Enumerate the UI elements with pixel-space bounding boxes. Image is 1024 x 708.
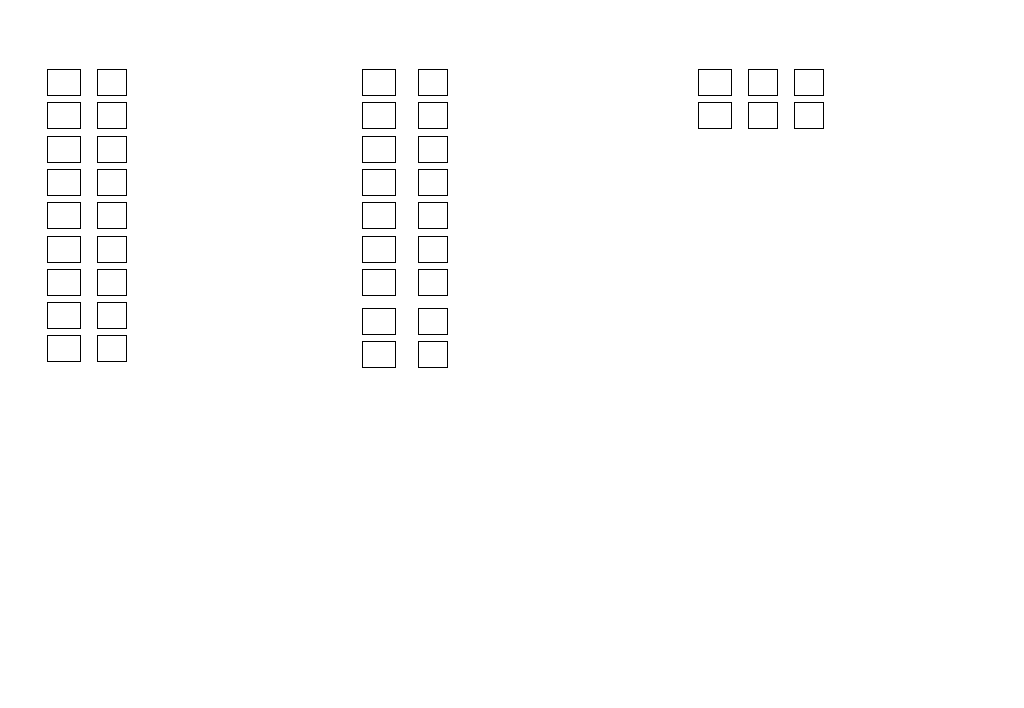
ctrl-key xyxy=(698,69,732,96)
modifier-key xyxy=(418,169,448,196)
ctrl-key xyxy=(47,136,81,163)
ctrl-key xyxy=(362,269,396,296)
ctrl-key xyxy=(362,169,396,196)
ctrl-key xyxy=(698,102,732,129)
modifier-key xyxy=(748,69,778,96)
ctrl-key xyxy=(362,102,396,129)
ctrl-key xyxy=(47,202,81,229)
shortcut-row xyxy=(47,136,133,163)
shortcut-row xyxy=(362,341,454,368)
shortcut-row xyxy=(362,169,454,196)
ctrl-key xyxy=(47,269,81,296)
shortcut-row xyxy=(698,102,834,129)
shortcut-row xyxy=(47,335,133,362)
shortcut-row xyxy=(47,169,133,196)
ctrl-key xyxy=(362,69,396,96)
shortcut-row xyxy=(47,202,133,229)
ctrl-key xyxy=(362,202,396,229)
letter-key xyxy=(97,202,127,229)
modifier-key xyxy=(418,102,448,129)
shortcut-row xyxy=(362,202,454,229)
letter-key xyxy=(97,335,127,362)
modifier-key xyxy=(748,102,778,129)
ctrl-key xyxy=(47,169,81,196)
shortcut-row xyxy=(362,236,454,263)
letter-key xyxy=(97,102,127,129)
letter-key xyxy=(97,136,127,163)
shortcut-row xyxy=(47,269,133,296)
ctrl-key xyxy=(362,236,396,263)
letter-key xyxy=(97,236,127,263)
modifier-key xyxy=(418,341,448,368)
shortcut-row xyxy=(47,69,133,96)
ctrl-key xyxy=(362,308,396,335)
ctrl-key xyxy=(47,302,81,329)
modifier-key xyxy=(418,269,448,296)
shortcut-row xyxy=(362,102,454,129)
shortcut-row xyxy=(698,69,834,96)
modifier-key xyxy=(418,202,448,229)
modifier-key xyxy=(794,102,824,129)
letter-key xyxy=(97,269,127,296)
modifier-key xyxy=(794,69,824,96)
ctrl-key xyxy=(362,341,396,368)
shortcut-row xyxy=(47,236,133,263)
modifier-key xyxy=(418,308,448,335)
modifier-key xyxy=(418,69,448,96)
shortcut-row xyxy=(362,269,454,296)
shortcut-row xyxy=(47,102,133,129)
ctrl-key xyxy=(47,335,81,362)
shortcut-row xyxy=(362,69,454,96)
modifier-key xyxy=(418,236,448,263)
shortcut-row xyxy=(362,136,454,163)
ctrl-key xyxy=(47,102,81,129)
letter-key xyxy=(97,302,127,329)
modifier-key xyxy=(418,136,448,163)
ctrl-key xyxy=(362,136,396,163)
shortcut-row xyxy=(47,302,133,329)
ctrl-key xyxy=(47,69,81,96)
shortcut-row xyxy=(362,308,454,335)
letter-key xyxy=(97,169,127,196)
ctrl-key xyxy=(47,236,81,263)
letter-key xyxy=(97,69,127,96)
